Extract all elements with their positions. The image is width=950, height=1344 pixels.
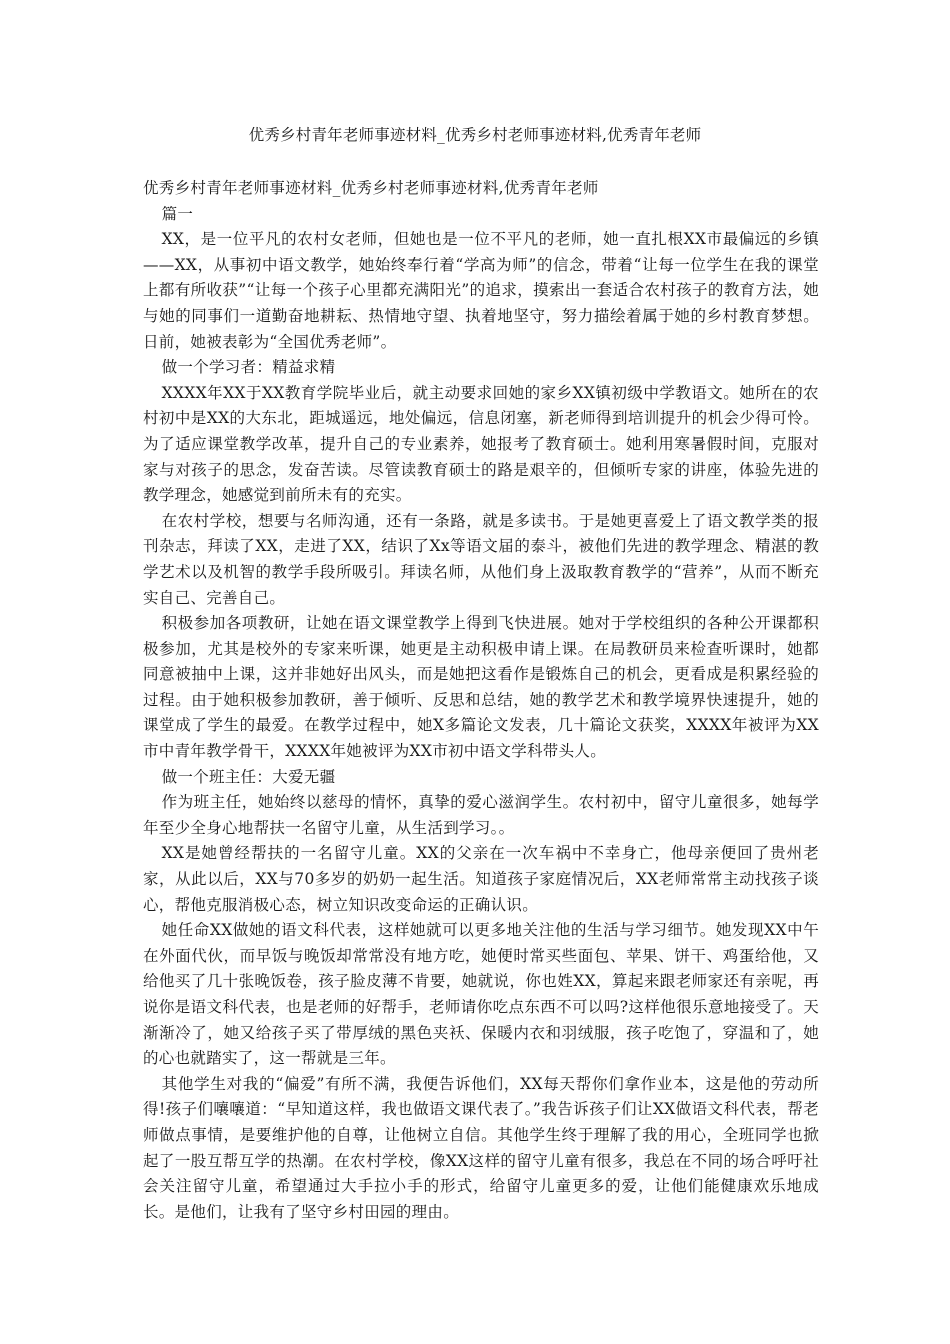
paragraph: XX是她曾经帮扶的一名留守儿童。XX的父亲在一次车祸中不幸身亡，他母亲便回了贵州老家，从此以后，XX与70多岁的奶奶一起生活。知道孩子家庭情况后，XX老师常常主动找孩子谈心，帮他克服消极心态，树立知识改变命运的正确认识。	[143, 844, 819, 914]
paragraph: 积极参加各项教研，让她在语文课堂教学上得到飞快进展。她对于学校组织的各种公开课都积极参加，尤其是校外的专家来听课，她更是主动积极申请上课。在局教研员来检查听课时，她都同意被抽中上课，这并非她好出风头，而是她把这看作是锻炼自己的机会，更看成是积累经验的过程。由于她积极参加教研，善于倾听、反思和总结，她的教学艺术和教学境界快速提升，她的课堂成了学生的最爱。在教学过程中，她X多篇论文发表，几十篇论文获奖，XXXX年被评为XX市中青年教学骨干，XXXX年她被评为XX市初中语文学科带头人。	[143, 614, 819, 761]
paragraph: XXXX年XX于XX教育学院毕业后，就主动要求回她的家乡XX镇初级中学教语文。她所在的农村初中是XX的大东北，距城遥远，地处偏远，信息闭塞，新老师得到培训提升的机会少得可怜。为了适应课堂教学改革，提升自己的专业素养，她报考了教育硕士。她利用寒暑假时间，克服对家与对孩子的思念，发奋苦读。尽管读教育硕士的路是艰辛的，但倾听专家的讲座，体验先进的教学理念，她感觉到前所未有的充实。	[143, 383, 819, 505]
document-body	[143, 176, 819, 1225]
paragraph: XX，是一位平凡的农村女老师，但她也是一位不平凡的老师，她一直扎根XX市最偏远的乡镇——XX，从事初中语文教学，她始终奉行着“学高为师”的信念，带着“让每一位学生在我的课堂上都有所收获”“让每一个孩子心里都充满阳光”的追求，摸索出一套适合农村孩子的教育方法，她与她的同事们一道勤奋地耕耘、热情地守望、执着地坚守，努力描绘着属于她的乡村教育梦想。日前，她被表彰为“全国优秀老师”。	[143, 230, 819, 351]
article-heading: 优秀乡村青年老师事迹材料_优秀乡村老师事迹材料,优秀青年老师	[143, 179, 599, 197]
section-heading: 做一个学习者：精益求精	[161, 358, 336, 377]
paragraph: 作为班主任，她始终以慈母的情怀，真挚的爱心滋润学生。农村初中，留守儿童很多，她每学年至少全身心地帮扶一名留守儿童，从生活到学习。。	[143, 793, 819, 837]
section-label: 篇一	[161, 204, 194, 223]
paragraph: 她任命XX做她的语文科代表，这样她就可以更多地关注他的生活与学习细节。她发现XX中午在外面代伙，而早饭与晚饭却常常没有地方吃，她便时常买些面包、苹果、饼干、鸡蛋给他，又给他买了几十张晚饭卷，孩子脸皮薄不肯要，她就说，你也姓XX，算起来跟老师家还有亲呢，再说你是语文科代表，也是老师的好帮手，老师请你吃点东西不可以吗?这样他很乐意地接受了。天渐渐冷了，她又给孩子买了带厚绒的黑色夹袄、保暖内衣和羽绒服，孩子吃饱了，穿温和了，她的心也就踏实了，这一帮就是三年。	[143, 921, 819, 1068]
paragraph: 其他学生对我的“偏爱”有所不满，我便告诉他们，XX每天帮你们拿作业本，这是他的劳动所得!孩子们嚷嚷道：“早知道这样，我也做语文课代表了。”我告诉孩子们让XX做语文科代表，帮老师做点事情，是要维护他的自尊，让他树立自信。其他学生终于理解了我的用心，全班同学也掀起了一股互帮互学的热潮。在农村学校，像XX这样的留守儿童有很多，我总在不同的场合呼吁社会关注留守儿童，希望通过大手拉小手的形式，给留守儿童更多的爱，让他们能健康欢乐地成长。是他们，让我有了坚守乡村田园的理由。	[143, 1074, 819, 1221]
paragraph: 在农村学校，想要与名师沟通，还有一条路，就是多读书。于是她更喜爱上了语文教学类的报刊杂志，拜读了XX，走进了XX，结识了Xx等语文届的泰斗，被他们先进的教学理念、精湛的教学艺术以及机智的教学手段所吸引。拜读名师，从他们身上汲取教育教学的“营养”，从而不断充实自己、完善自己。	[143, 511, 819, 607]
document-title: 优秀乡村青年老师事迹材料_优秀乡村老师事迹材料,优秀青年老师	[248, 126, 702, 144]
section-heading: 做一个班主任：大爱无疆	[161, 767, 336, 786]
